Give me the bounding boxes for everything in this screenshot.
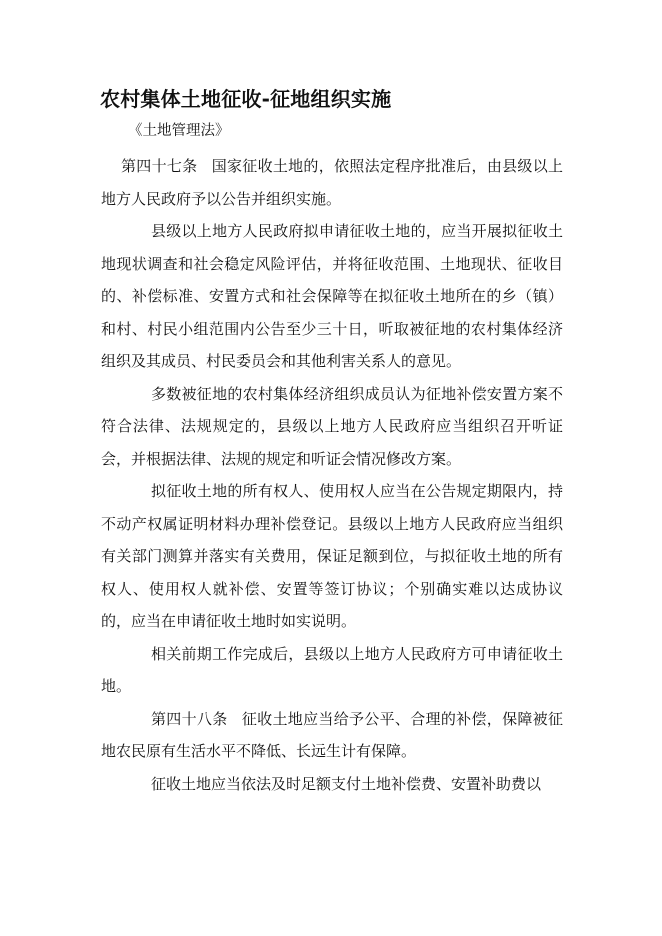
document-title: 农村集体土地征收-征地组织实施 <box>100 87 392 111</box>
paragraph: 相关前期工作完成后，县级以上地方人民政府方可申请征收土地。 <box>101 644 563 695</box>
paragraph-article-48 <box>101 703 563 768</box>
paragraph-text: 征收土地应当给予公平、合理的补偿，保障被征地农民原有生活水平不降低、长远生计有保障。 <box>101 709 563 760</box>
article-number: 第四十七条 <box>121 157 198 175</box>
paragraph: 多数被征地的农村集体经济组织成员认为征地补偿安置方案不符合法律、法规规定的，县级以上地方人民政府应当组织召开听证会，并根据法律、法规的规定和听证会情况修改方案。 <box>101 384 563 468</box>
paragraph: 征收土地应当依法及时足额支付土地补偿费、安置补助费以 <box>151 774 542 793</box>
article-number: 第四十八条 <box>151 709 228 728</box>
paragraph-article-47 <box>101 150 563 215</box>
paragraph: 县级以上地方人民政府拟申请征收土地的，应当开展拟征收土地现状调查和社会稳定风险评估，并将征收范围、土地现状、征收目的、补偿标准、安置方式和社会保障等在拟征收土地所在的乡（镇）和村、村民小组范围内公告至少三十日，听取被征地的农村集体经济组织及其成员、村民委员会和其他利害关系人的意见。 <box>101 222 563 370</box>
paragraph-text: 国家征收土地的，依照法定程序批准后，由县级以上地方人民政府予以公告并组织实施。 <box>101 157 563 208</box>
paragraph: 拟征收土地的所有权人、使用权人应当在公告规定期限内，持不动产权属证明材料办理补偿登记。县级以上地方人民政府应当组织有关部门测算并落实有关费用，保证足额到位，与拟征收土地的所有权人、使用权人就补偿、安置等签订协议；个别确实难以达成协议的，应当在申请征收土地时如实说明。 <box>101 482 563 630</box>
document-body <box>101 150 563 800</box>
source-law-name: 《土地管理法》 <box>128 123 230 139</box>
